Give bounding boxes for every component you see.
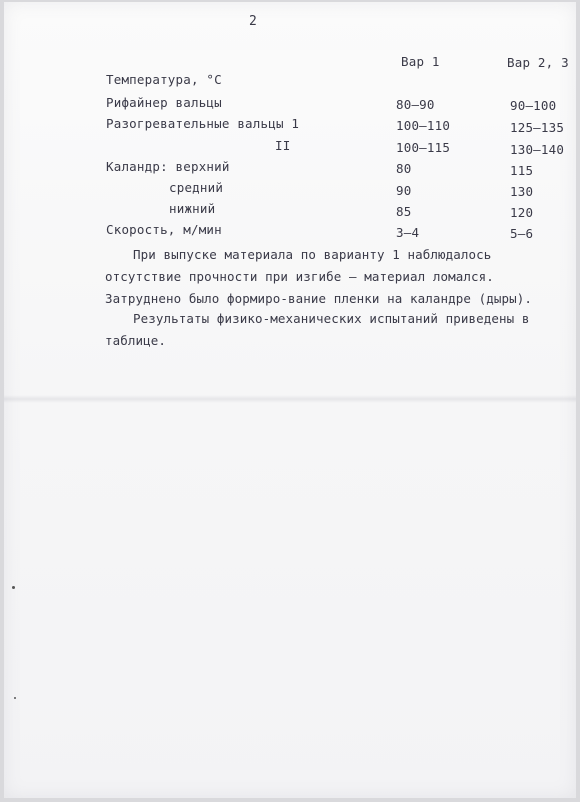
row-label-temperature: Температура, °С: [106, 72, 222, 87]
value-var23: 130–140: [510, 142, 565, 157]
value-var1: 100–110: [396, 118, 451, 133]
row-label-speed: Скорость, м/мин: [106, 222, 222, 237]
value-var23: 125–135: [510, 120, 565, 135]
page-number: 2: [249, 14, 258, 29]
row-label-calender-middle: средний: [169, 180, 224, 195]
paper-fold: [4, 395, 576, 403]
value-var1: 80: [396, 161, 412, 176]
value-var23: 120: [510, 205, 534, 220]
scan-speck: [12, 586, 15, 589]
row-label-calender-bottom: нижний: [169, 201, 216, 216]
row-label-warming-rolls: Разогревательные вальцы 1: [106, 116, 300, 131]
value-var1: 90: [396, 183, 412, 198]
column-header-var1: Вар 1: [401, 54, 440, 69]
value-var1: 80–90: [396, 97, 435, 112]
value-var23: 5–6: [510, 226, 534, 241]
document-page: [4, 2, 576, 798]
column-header-var23: Вар 2, 3: [507, 55, 569, 70]
value-var1: 85: [396, 204, 412, 219]
value-var23: 130: [510, 184, 534, 199]
value-var1: 3–4: [396, 225, 420, 240]
row-label-calender-top: Каландр: верхний: [106, 159, 230, 174]
row-label-ii: II: [275, 138, 291, 153]
paragraph-results: [105, 308, 575, 352]
value-var23: 115: [510, 163, 534, 178]
paragraph-text: При выпуске материала по варианту 1 наблюдалось отсутствие прочности при изгибе – материал ломался. Затруднено было формиро-вание пленки на каландре (дыры).: [105, 247, 533, 306]
row-label-refiner: Рифайнер вальцы: [106, 95, 222, 110]
value-var1: 100–115: [396, 140, 451, 155]
paragraph-text: Результаты физико-механических испытаний приведены в таблице.: [105, 311, 530, 348]
scan-speck: [14, 697, 16, 699]
value-var23: 90–100: [510, 98, 557, 113]
paragraph-observation: [105, 244, 575, 310]
